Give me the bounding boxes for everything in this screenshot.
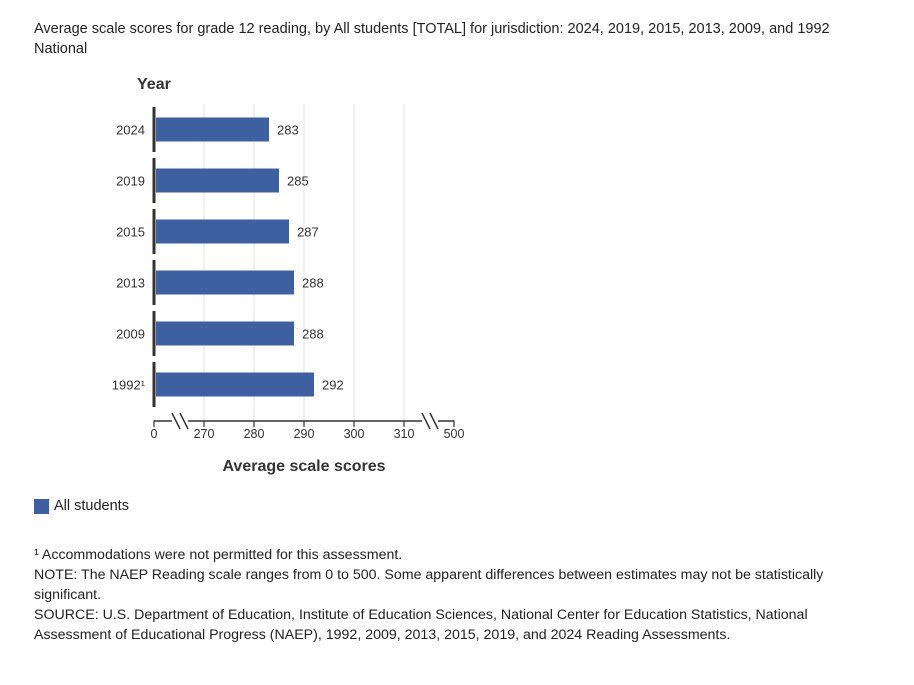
data-label: 287 bbox=[297, 224, 319, 240]
bar bbox=[156, 169, 279, 193]
axis-break-mark bbox=[172, 413, 180, 429]
chart-title: Average scale scores for grade 12 reading, by All students [TOTAL] for jurisdiction: 2024, 2019, 2015, 2013, 2009, and 1992 bbox=[34, 21, 830, 37]
x-tick-label: 290 bbox=[293, 427, 315, 441]
category-label: 2015 bbox=[116, 224, 145, 240]
axis-break-mark bbox=[180, 413, 188, 429]
axis-break-mark bbox=[430, 413, 438, 429]
x-tick-label: 270 bbox=[193, 427, 215, 441]
footnote-source: SOURCE: U.S. Department of Education, Institute of Education Sciences, National Center for Education Statistics, National Assessment of Educational Progress (NAEP), 1992, 2009, 2013, 2015, 2019, and 2024 Reading Assessments. bbox=[34, 607, 808, 643]
category-label: 2024 bbox=[116, 122, 145, 138]
bar bbox=[156, 220, 289, 244]
bar bbox=[156, 373, 314, 397]
x-tick-label: 280 bbox=[243, 427, 265, 441]
x-axis-title: Average scale scores bbox=[222, 458, 386, 475]
x-tick-label: 300 bbox=[343, 427, 365, 441]
footnote-accommodations: ¹ Accommodations were not permitted for this assessment. bbox=[34, 547, 403, 563]
legend-swatch bbox=[34, 499, 49, 514]
legend bbox=[34, 498, 129, 514]
category-label: 1992¹ bbox=[111, 377, 145, 393]
data-label: 285 bbox=[287, 173, 309, 189]
category-label: 2009 bbox=[116, 326, 145, 342]
footnote-note: NOTE: The NAEP Reading scale ranges from 0 to 500. Some apparent differences between estimates may not be statistically significant. bbox=[34, 567, 824, 603]
x-tick-label: 310 bbox=[393, 427, 415, 441]
legend-label: All students bbox=[54, 498, 129, 514]
jurisdiction-label: National bbox=[34, 41, 88, 57]
bar bbox=[156, 322, 294, 346]
bar bbox=[156, 118, 269, 142]
footnotes bbox=[34, 545, 874, 645]
x-tick-label: 0 bbox=[150, 427, 158, 441]
y-axis-title: Year bbox=[137, 76, 171, 93]
data-label: 288 bbox=[302, 326, 324, 342]
data-label: 288 bbox=[302, 275, 324, 291]
x-tick-label: 500 bbox=[443, 427, 465, 441]
category-label: 2019 bbox=[116, 173, 145, 189]
category-label: 2013 bbox=[116, 275, 145, 291]
data-label: 283 bbox=[277, 122, 299, 138]
bar bbox=[156, 271, 294, 295]
axis-break-mark bbox=[422, 413, 430, 429]
data-label: 292 bbox=[322, 377, 344, 393]
